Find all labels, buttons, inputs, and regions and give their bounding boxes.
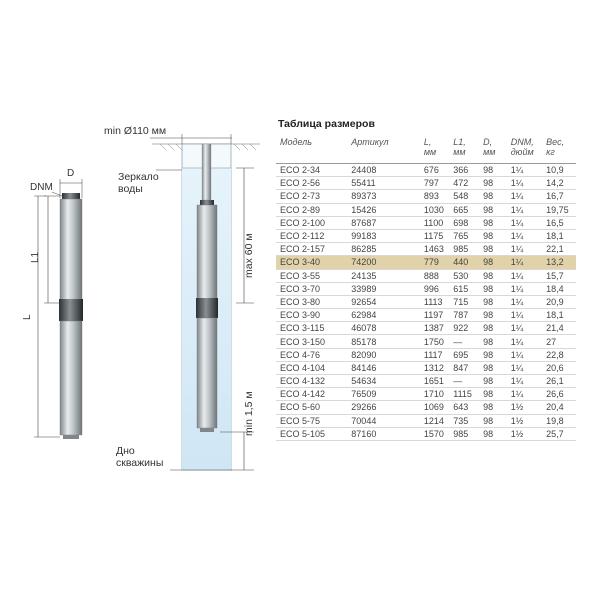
header-weight: Вес, кг [542,137,576,164]
table-cell: 1¼ [507,256,542,269]
table-cell: 25,7 [542,427,576,440]
table-cell: ECO 4-132 [276,375,347,388]
table-cell: 698 [449,216,479,229]
pump-dimension-drawing [22,168,83,439]
table-cell: 1¼ [507,216,542,229]
table-cell: 19,8 [542,414,576,427]
table-cell: ECO 2-73 [276,190,347,203]
table-cell: 1¼ [507,229,542,242]
table-cell: 89373 [347,190,420,203]
header-d: D, мм [479,137,507,164]
table-cell: — [449,375,479,388]
table-cell: 98 [479,269,507,282]
table-cell: 98 [479,322,507,335]
table-cell: ECO 5-105 [276,427,347,440]
table-cell: 87687 [347,216,420,229]
table-cell: 99183 [347,229,420,242]
table-cell: 15,7 [542,269,576,282]
table-row [276,401,576,414]
table-cell: 1030 [420,203,449,216]
table-cell: 18,1 [542,309,576,322]
table-cell: 1¼ [507,348,542,361]
min-diameter-label: min Ø110 мм [104,125,167,137]
table-cell: 55411 [347,177,420,190]
table-cell: 1100 [420,216,449,229]
table-row [276,256,576,269]
table-row [276,243,576,256]
table-cell: 13,2 [542,256,576,269]
table-cell: 1¼ [507,282,542,295]
table-cell: 76509 [347,388,420,401]
table-cell: 1¼ [507,335,542,348]
table-cell: 366 [449,164,479,177]
table-cell: 20,9 [542,295,576,308]
table-cell: ECO 2-157 [276,243,347,256]
table-row [276,427,576,440]
table-cell: 548 [449,190,479,203]
table-cell: 1¼ [507,309,542,322]
table-cell: 1197 [420,309,449,322]
table-cell: 1570 [420,427,449,440]
table-cell: 18,4 [542,282,576,295]
table-cell: 472 [449,177,479,190]
table-cell: 1¼ [507,361,542,374]
table-cell: 847 [449,361,479,374]
table-cell: 46078 [347,322,420,335]
table-row [276,190,576,203]
table-cell: 735 [449,414,479,427]
table-cell: 98 [479,203,507,216]
table-cell: 765 [449,229,479,242]
table-cell: 92654 [347,295,420,308]
table-cell: 1214 [420,414,449,427]
table-row [276,414,576,427]
table-cell: 1710 [420,388,449,401]
pump-intake-screen [59,299,83,321]
table-cell: 1¼ [507,203,542,216]
table-cell: 98 [479,335,507,348]
l-label: L [22,314,33,320]
table-row [276,361,576,374]
table-cell: 1½ [507,401,542,414]
table-cell: 22,1 [542,243,576,256]
table-cell: 779 [420,256,449,269]
table-cell: 98 [479,164,507,177]
table-cell: 98 [479,229,507,242]
table-cell: 54634 [347,375,420,388]
table-cell: — [449,335,479,348]
table-cell: 16,7 [542,190,576,203]
table-cell: 98 [479,309,507,322]
table-cell: 1½ [507,427,542,440]
table-cell: ECO 3-55 [276,269,347,282]
table-cell: 1¼ [507,164,542,177]
table-cell: 98 [479,348,507,361]
pump-outlet [62,193,80,199]
table-cell: 888 [420,269,449,282]
table-row [276,282,576,295]
table-cell: 1¼ [507,375,542,388]
table-cell: 1750 [420,335,449,348]
table-cell: 1¼ [507,269,542,282]
d-label: D [67,168,75,179]
table-cell: 797 [420,177,449,190]
table-cell: 715 [449,295,479,308]
max-depth-label: max 60 м [243,233,255,278]
well-bottom-label: Дно скважины [116,445,164,469]
table-cell: ECO 2-100 [276,216,347,229]
header-l1: L1, мм [449,137,479,164]
table-cell: 98 [479,216,507,229]
table-cell: 665 [449,203,479,216]
table-cell: 20,6 [542,361,576,374]
table-row [276,177,576,190]
table-cell: 98 [479,282,507,295]
table-cell: ECO 2-89 [276,203,347,216]
table-cell: 530 [449,269,479,282]
table-cell: 19,75 [542,203,576,216]
table-cell: 98 [479,427,507,440]
table-cell: ECO 3-150 [276,335,347,348]
table-cell: 1¼ [507,243,542,256]
table-header-row [276,137,576,164]
dnm-label: DNM [30,182,53,193]
table-cell: 15426 [347,203,420,216]
table-cell: 62984 [347,309,420,322]
table-cell: 676 [420,164,449,177]
table-cell: 893 [420,190,449,203]
table-cell: 98 [479,243,507,256]
table-cell: ECO 5-75 [276,414,347,427]
table-cell: 29266 [347,401,420,414]
min-bottom-label: min 1,5 м [243,391,255,436]
table-cell: ECO 3-70 [276,282,347,295]
table-cell: 1463 [420,243,449,256]
table-cell: ECO 4-104 [276,361,347,374]
pump-installation-diagram [0,0,270,600]
header-dnm: DNM, дюйм [507,137,542,164]
dimensions-table [276,137,576,441]
table-cell: 615 [449,282,479,295]
table-cell: 1¼ [507,295,542,308]
table-cell: 21,4 [542,322,576,335]
table-cell: 98 [479,414,507,427]
pump-bottom-cap [63,435,79,439]
table-row [276,309,576,322]
table-cell: 1115 [449,388,479,401]
table-cell: 98 [479,388,507,401]
table-row [276,295,576,308]
table-cell: 1¼ [507,190,542,203]
table-cell: 14,2 [542,177,576,190]
table-row [276,164,576,177]
table-row [276,388,576,401]
pump-motor [60,321,82,435]
table-cell: 10,9 [542,164,576,177]
l1-label: L1 [30,251,41,263]
table-cell: 74200 [347,256,420,269]
table-cell: 26,6 [542,388,576,401]
table-row [276,348,576,361]
table-cell: 98 [479,177,507,190]
table-cell: 98 [479,256,507,269]
table-title: Таблица размеров [278,118,375,130]
table-cell: 985 [449,243,479,256]
table-cell: 1¼ [507,177,542,190]
installed-pump [197,205,217,302]
table-cell: 98 [479,295,507,308]
table-cell: 1175 [420,229,449,242]
table-cell: ECO 2-56 [276,177,347,190]
pump-hydraulic-part [60,199,82,307]
table-row [276,229,576,242]
table-cell: 16,5 [542,216,576,229]
table-cell: 1069 [420,401,449,414]
table-row [276,335,576,348]
table-cell: 24135 [347,269,420,282]
table-cell: ECO 2-112 [276,229,347,242]
table-cell: 87160 [347,427,420,440]
table-cell: ECO 5-60 [276,401,347,414]
table-cell: ECO 3-115 [276,322,347,335]
table-cell: 26,1 [542,375,576,388]
table-row [276,269,576,282]
table-cell: 1387 [420,322,449,335]
table-cell: 1113 [420,295,449,308]
well-installation-drawing [104,125,260,470]
table-cell: 1312 [420,361,449,374]
table-cell: 985 [449,427,479,440]
table-cell: 22,8 [542,348,576,361]
header-model: Модель [276,137,347,164]
table-cell: 98 [479,190,507,203]
table-cell: 1651 [420,375,449,388]
table-cell: ECO 3-90 [276,309,347,322]
table-cell: 98 [479,361,507,374]
table-cell: 24408 [347,164,420,177]
table-row [276,322,576,335]
table-cell: 82090 [347,348,420,361]
table-cell: 84146 [347,361,420,374]
table-cell: 1117 [420,348,449,361]
table-cell: 787 [449,309,479,322]
table-cell: 18,1 [542,229,576,242]
table-cell: 98 [479,401,507,414]
table-cell: 86285 [347,243,420,256]
water-mirror-label: Зеркало воды [118,171,159,195]
table-cell: 85178 [347,335,420,348]
table-cell: 643 [449,401,479,414]
table-cell: 1½ [507,414,542,427]
table-cell: 1¼ [507,322,542,335]
table-cell: ECO 4-142 [276,388,347,401]
table-cell: 1¼ [507,388,542,401]
table-cell: ECO 2-34 [276,164,347,177]
table-row [276,375,576,388]
table-cell: 695 [449,348,479,361]
table-cell: 922 [449,322,479,335]
table-cell: 33989 [347,282,420,295]
riser-pipe [202,144,211,200]
header-article: Артикул [347,137,420,164]
table-cell: ECO 4-76 [276,348,347,361]
table-cell: 70044 [347,414,420,427]
table-cell: 20,4 [542,401,576,414]
table-cell: 98 [479,375,507,388]
table-row [276,216,576,229]
header-l: L, мм [420,137,449,164]
table-cell: ECO 3-80 [276,295,347,308]
table-cell: 440 [449,256,479,269]
table-cell: ECO 3-40 [276,256,347,269]
table-row [276,203,576,216]
table-cell: 996 [420,282,449,295]
table-cell: 27 [542,335,576,348]
